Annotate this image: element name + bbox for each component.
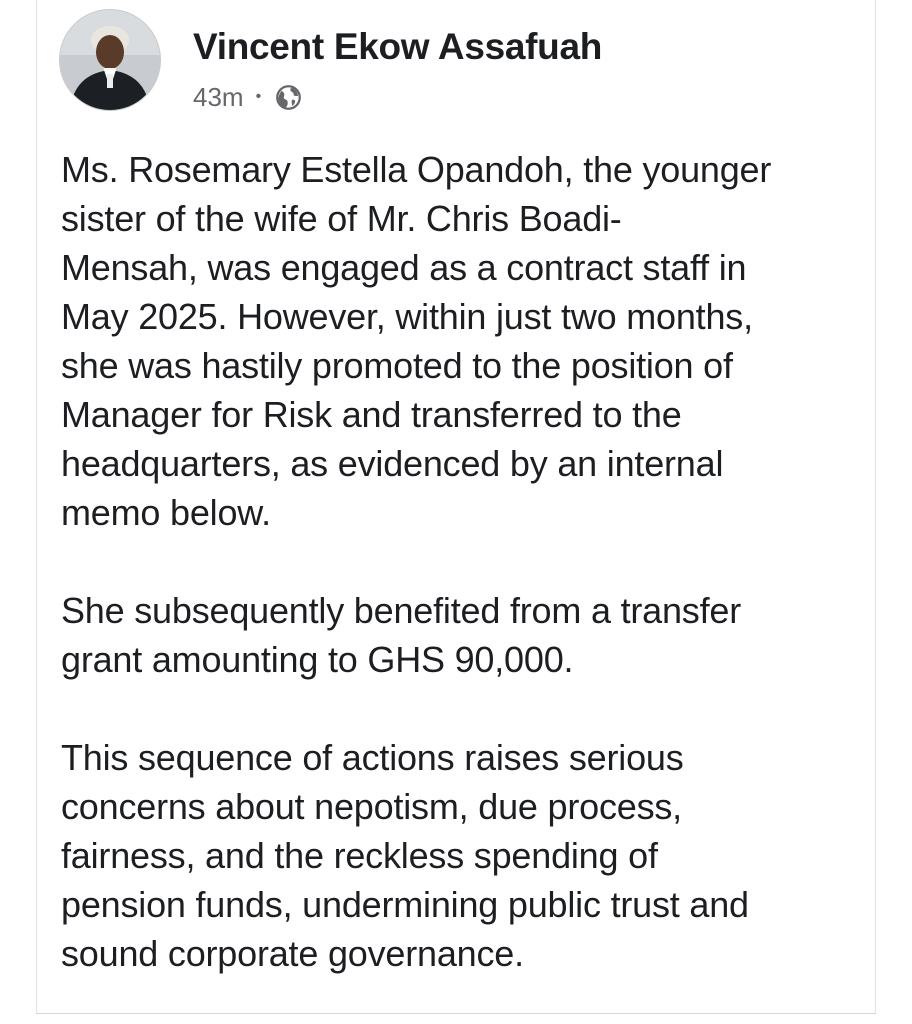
text-line: pension funds, undermining public trust and: [61, 884, 749, 925]
post-paragraph: [61, 145, 861, 537]
text-line: grant amounting to GHS 90,000.: [61, 639, 574, 680]
text-line: Mensah, was engaged as a contract staff in: [61, 247, 747, 288]
profile-photo-icon: [60, 10, 160, 110]
post-meta: [193, 80, 302, 114]
author-avatar[interactable]: [60, 10, 160, 110]
text-line: concerns about nepotism, due process,: [61, 786, 682, 827]
text-line: headquarters, as evidenced by an internal: [61, 443, 724, 484]
text-line: she was hastily promoted to the position of: [61, 345, 733, 386]
globe-icon[interactable]: [275, 84, 302, 111]
text-line: sister of the wife of Mr. Chris Boadi-: [61, 198, 622, 239]
post-card: [36, 0, 876, 1014]
post-timestamp[interactable]: 43m: [193, 81, 244, 112]
post-paragraph: [61, 733, 861, 978]
text-line: This sequence of actions raises serious: [61, 737, 684, 778]
text-line: sound corporate governance.: [61, 933, 524, 974]
post-body: [61, 145, 861, 978]
text-line: She subsequently benefited from a transfer: [61, 590, 742, 631]
post-paragraph: [61, 586, 861, 684]
meta-separator: •: [255, 88, 262, 105]
text-line: memo below.: [61, 492, 271, 533]
text-line: Manager for Risk and transferred to the: [61, 394, 682, 435]
author-name[interactable]: Vincent Ekow Assafuah: [193, 26, 603, 67]
text-line: May 2025. However, within just two months,: [61, 296, 753, 337]
text-line: Ms. Rosemary Estella Opandoh, the younger: [61, 149, 772, 190]
text-line: fairness, and the reckless spending of: [61, 835, 658, 876]
